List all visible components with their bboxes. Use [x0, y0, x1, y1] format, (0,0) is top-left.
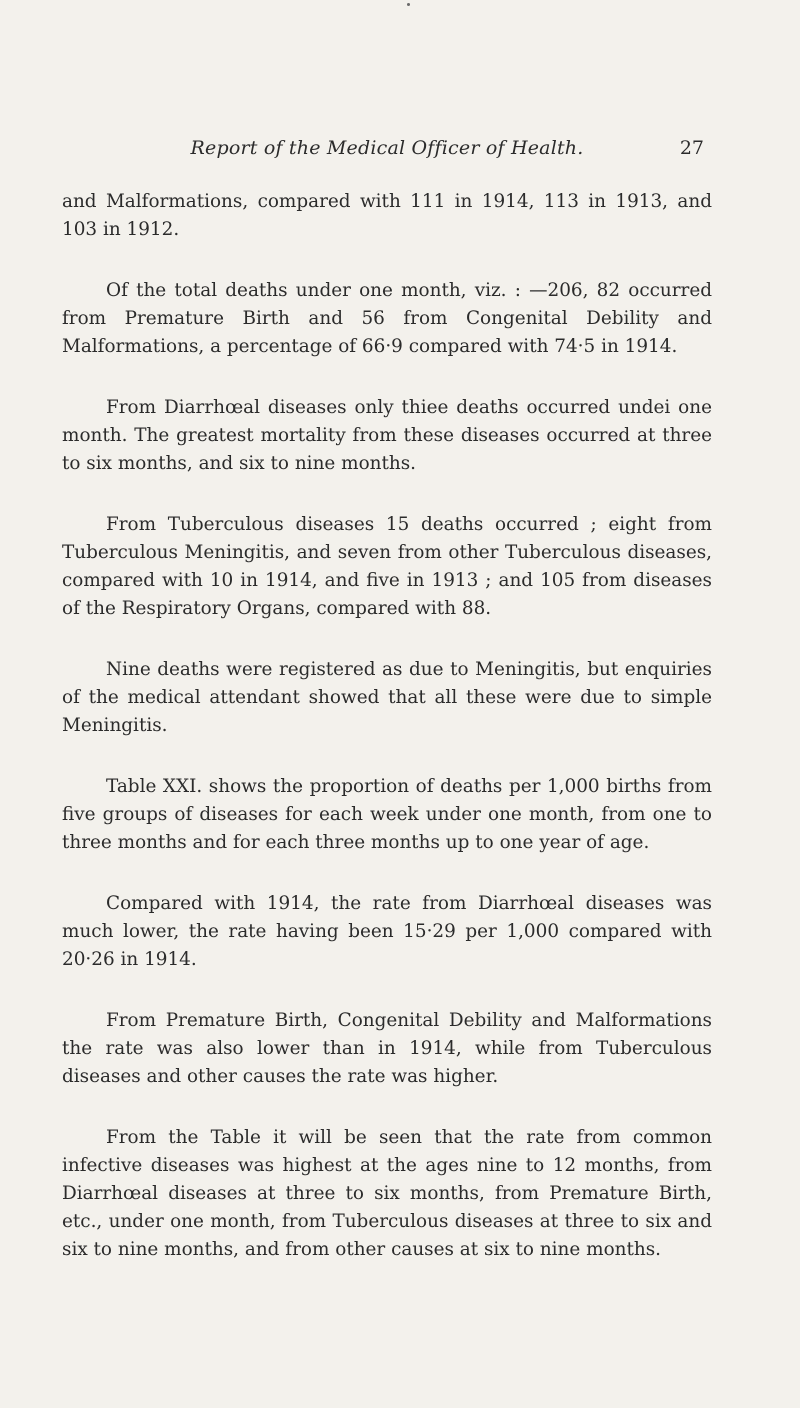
- paragraph-1: and Malformations, compared with 111 in 1914, 113 in 1913, and 103 in 1912.: [62, 191, 712, 240]
- paragraph-6: Table XXI. shows the proportion of deaths per 1,000 births from five groups of diseases for each week under one month, from one to three months and for each three months up to one year of age.: [62, 776, 712, 853]
- paragraph-4: From Tuberculous diseases 15 deaths occurred ; eight from Tuberculous Meningitis, and seven from other Tuberculous diseases, compared with 10 in 1914, and five in 1913 ; and 105 from diseases of the Respiratory Organs, compared with 88.: [62, 514, 712, 619]
- print-speck: [407, 3, 410, 6]
- paragraph-9: From the Table it will be seen that the rate from common infective diseases was highest at the ages nine to 12 months, from Diarrhœal diseases at three to six months, from Premature Birth, etc., under one month, from Tuberculous diseases at three to six and six to nine months, and from other causes at six to nine months.: [62, 1127, 712, 1260]
- paragraph-2: Of the total deaths under one month, viz. : —206, 82 occurred from Premature Birth and 56 from Congenital Debility and Malformations, a percentage of 66·9 compared with 74·5 in 1914.: [62, 280, 712, 357]
- body-text: [62, 188, 712, 1297]
- paragraph-3: From Diarrhœal diseases only thiee deaths occurred undei one month. The greatest mortality from these diseases occurred at three to six months, and six to nine months.: [62, 397, 712, 474]
- running-title: Report of the Medical Officer of Health.: [190, 137, 584, 159]
- paragraph-7: Compared with 1914, the rate from Diarrhœal diseases was much lower, the rate having been 15·29 per 1,000 compared with 20·26 in 1914.: [62, 893, 712, 970]
- page-header: [62, 137, 712, 167]
- page-number: 27: [679, 137, 704, 159]
- paragraph-8: From Premature Birth, Congenital Debility and Malformations the rate was also lower than in 1914, while from Tuberculous diseases and other causes the rate was higher.: [62, 1010, 712, 1087]
- paragraph-5: Nine deaths were registered as due to Meningitis, but enquiries of the medical attendant showed that all these were due to simple Meningitis.: [62, 659, 712, 736]
